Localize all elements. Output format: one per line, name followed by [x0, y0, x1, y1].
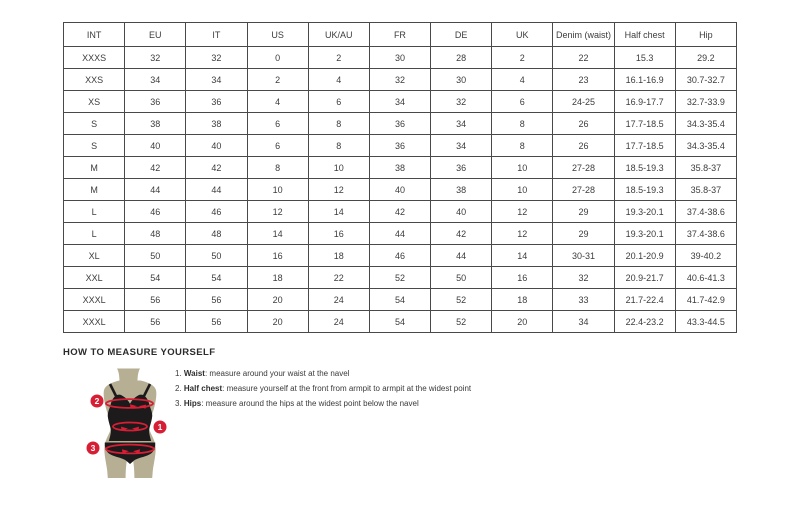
size-value-cell: 30 [369, 47, 430, 69]
size-value-cell: 40 [431, 201, 492, 223]
table-row [64, 113, 737, 135]
size-value-cell: 44 [125, 179, 186, 201]
size-value-cell: 37.4-38.6 [675, 223, 736, 245]
measure-instructions [175, 366, 471, 411]
instruction-number: 2. [175, 384, 182, 393]
size-value-cell: 56 [186, 289, 247, 311]
size-value-cell: 28 [431, 47, 492, 69]
size-value-cell: 4 [492, 69, 553, 91]
size-value-cell: 44 [369, 223, 430, 245]
size-label-cell: XXS [64, 69, 125, 91]
column-header-de: DE [431, 23, 492, 47]
size-value-cell: 18 [247, 267, 308, 289]
size-value-cell: 34.3-35.4 [675, 135, 736, 157]
size-value-cell: 52 [431, 289, 492, 311]
size-value-cell: 17.7-18.5 [614, 135, 675, 157]
size-label-cell: M [64, 179, 125, 201]
size-value-cell: 20 [247, 311, 308, 333]
size-label-cell: XS [64, 91, 125, 113]
size-value-cell: 16.9-17.7 [614, 91, 675, 113]
size-value-cell: 8 [492, 113, 553, 135]
table-row [64, 289, 737, 311]
table-row [64, 201, 737, 223]
size-value-cell: 44 [186, 179, 247, 201]
size-value-cell: 10 [308, 157, 369, 179]
size-label-cell: XXXL [64, 311, 125, 333]
size-value-cell: 50 [125, 245, 186, 267]
size-value-cell: 34.3-35.4 [675, 113, 736, 135]
size-value-cell: 34 [125, 69, 186, 91]
size-value-cell: 29 [553, 223, 614, 245]
table-row [64, 135, 737, 157]
size-value-cell: 16.1-16.9 [614, 69, 675, 91]
size-value-cell: 27-28 [553, 157, 614, 179]
size-value-cell: 43.3-44.5 [675, 311, 736, 333]
instruction-number: 3. [175, 399, 182, 408]
size-value-cell: 30.7-32.7 [675, 69, 736, 91]
size-value-cell: 14 [492, 245, 553, 267]
size-value-cell: 23 [553, 69, 614, 91]
size-value-cell: 22 [308, 267, 369, 289]
size-value-cell: 10 [247, 179, 308, 201]
size-value-cell: 32 [125, 47, 186, 69]
size-value-cell: 12 [492, 223, 553, 245]
size-value-cell: 18.5-19.3 [614, 179, 675, 201]
column-header-fr: FR [369, 23, 430, 47]
size-label-cell: L [64, 223, 125, 245]
size-value-cell: 30-31 [553, 245, 614, 267]
size-value-cell: 40 [125, 135, 186, 157]
size-value-cell: 8 [492, 135, 553, 157]
size-value-cell: 29 [553, 201, 614, 223]
size-value-cell: 18 [308, 245, 369, 267]
column-header-half-chest: Half chest [614, 23, 675, 47]
badge-waist: 1 [157, 422, 163, 432]
measure-guide-heading: HOW TO MEASURE YOURSELF [63, 347, 216, 358]
table-row [64, 157, 737, 179]
size-value-cell: 38 [431, 179, 492, 201]
size-value-cell: 26 [553, 113, 614, 135]
size-value-cell: 8 [308, 135, 369, 157]
size-value-cell: 24 [308, 289, 369, 311]
size-value-cell: 48 [186, 223, 247, 245]
size-value-cell: 52 [369, 267, 430, 289]
size-value-cell: 15.3 [614, 47, 675, 69]
size-value-cell: 12 [492, 201, 553, 223]
size-value-cell: 22.4-23.2 [614, 311, 675, 333]
size-chart-header [64, 23, 737, 47]
size-value-cell: 37.4-38.6 [675, 201, 736, 223]
size-value-cell: 38 [369, 157, 430, 179]
size-value-cell: 27-28 [553, 179, 614, 201]
size-value-cell: 56 [125, 311, 186, 333]
size-value-cell: 6 [247, 135, 308, 157]
column-header-eu: EU [125, 23, 186, 47]
size-value-cell: 56 [186, 311, 247, 333]
size-value-cell: 40 [186, 135, 247, 157]
table-row [64, 69, 737, 91]
size-value-cell: 40.6-41.3 [675, 267, 736, 289]
badge-chest: 2 [94, 396, 100, 406]
size-value-cell: 10 [492, 157, 553, 179]
size-value-cell: 32 [431, 91, 492, 113]
size-value-cell: 42 [125, 157, 186, 179]
size-value-cell: 36 [369, 113, 430, 135]
table-row [64, 47, 737, 69]
size-value-cell: 24 [308, 311, 369, 333]
measure-instruction-item [175, 396, 471, 411]
size-value-cell: 32 [186, 47, 247, 69]
size-value-cell: 32 [553, 267, 614, 289]
size-value-cell: 18.5-19.3 [614, 157, 675, 179]
size-value-cell: 34 [186, 69, 247, 91]
size-value-cell: 20 [247, 289, 308, 311]
size-value-cell: 6 [492, 91, 553, 113]
size-value-cell: 54 [186, 267, 247, 289]
size-value-cell: 19.3-20.1 [614, 201, 675, 223]
size-value-cell: 46 [125, 201, 186, 223]
size-value-cell: 4 [247, 91, 308, 113]
size-chart-table [63, 22, 737, 333]
size-value-cell: 42 [369, 201, 430, 223]
column-header-denim-waist: Denim (waist) [553, 23, 614, 47]
size-value-cell: 2 [308, 47, 369, 69]
instruction-text: : measure yourself at the front from armpit to armpit at the widest point [222, 384, 472, 393]
size-value-cell: 36 [186, 91, 247, 113]
measure-instruction-item [175, 381, 471, 396]
size-value-cell: 21.7-22.4 [614, 289, 675, 311]
size-value-cell: 39-40.2 [675, 245, 736, 267]
size-value-cell: 36 [369, 135, 430, 157]
size-value-cell: 42 [186, 157, 247, 179]
size-value-cell: 8 [308, 113, 369, 135]
size-value-cell: 24-25 [553, 91, 614, 113]
size-value-cell: 46 [369, 245, 430, 267]
instruction-text: : measure around the hips at the widest point below the navel [201, 399, 419, 408]
size-value-cell: 41.7-42.9 [675, 289, 736, 311]
size-value-cell: 33 [553, 289, 614, 311]
table-row [64, 311, 737, 333]
size-value-cell: 4 [308, 69, 369, 91]
mannequin-neck [117, 369, 140, 383]
size-value-cell: 29.2 [675, 47, 736, 69]
size-value-cell: 48 [125, 223, 186, 245]
size-value-cell: 6 [308, 91, 369, 113]
size-label-cell: M [64, 157, 125, 179]
table-row [64, 245, 737, 267]
size-value-cell: 32 [369, 69, 430, 91]
size-value-cell: 34 [369, 91, 430, 113]
size-value-cell: 8 [247, 157, 308, 179]
size-chart-header-row [64, 23, 737, 47]
column-header-int: INT [64, 23, 125, 47]
size-value-cell: 44 [431, 245, 492, 267]
instruction-term: Half chest [183, 384, 223, 393]
size-value-cell: 2 [247, 69, 308, 91]
size-value-cell: 38 [186, 113, 247, 135]
size-value-cell: 20.9-21.7 [614, 267, 675, 289]
size-value-cell: 6 [247, 113, 308, 135]
size-value-cell: 16 [492, 267, 553, 289]
table-row [64, 91, 737, 113]
column-header-us: US [247, 23, 308, 47]
size-label-cell: XXXL [64, 289, 125, 311]
mannequin-illustration [78, 366, 178, 488]
instruction-number: 1. [175, 369, 182, 378]
size-value-cell: 35.8-37 [675, 157, 736, 179]
size-label-cell: XXL [64, 267, 125, 289]
size-value-cell: 38 [125, 113, 186, 135]
size-value-cell: 2 [492, 47, 553, 69]
size-value-cell: 54 [369, 311, 430, 333]
size-value-cell: 20.1-20.9 [614, 245, 675, 267]
size-value-cell: 17.7-18.5 [614, 113, 675, 135]
table-row [64, 223, 737, 245]
size-value-cell: 40 [369, 179, 430, 201]
table-row [64, 267, 737, 289]
measure-instruction-item [175, 366, 471, 381]
size-value-cell: 16 [308, 223, 369, 245]
size-value-cell: 46 [186, 201, 247, 223]
size-value-cell: 34 [431, 135, 492, 157]
size-label-cell: XXXS [64, 47, 125, 69]
size-value-cell: 22 [553, 47, 614, 69]
instruction-term: Hips [183, 399, 202, 408]
size-label-cell: S [64, 113, 125, 135]
column-header-hip: Hip [675, 23, 736, 47]
size-chart-body [64, 47, 737, 333]
column-header-it: IT [186, 23, 247, 47]
size-value-cell: 18 [492, 289, 553, 311]
size-value-cell: 34 [431, 113, 492, 135]
size-value-cell: 36 [431, 157, 492, 179]
size-value-cell: 0 [247, 47, 308, 69]
size-value-cell: 26 [553, 135, 614, 157]
instruction-text: : measure around your waist at the navel [204, 369, 350, 378]
size-value-cell: 20 [492, 311, 553, 333]
size-value-cell: 36 [125, 91, 186, 113]
column-header-uk: UK [492, 23, 553, 47]
size-value-cell: 19.3-20.1 [614, 223, 675, 245]
size-value-cell: 16 [247, 245, 308, 267]
size-value-cell: 14 [308, 201, 369, 223]
table-row [64, 179, 737, 201]
size-value-cell: 52 [431, 311, 492, 333]
size-value-cell: 42 [431, 223, 492, 245]
size-value-cell: 12 [308, 179, 369, 201]
mannequin-figure [78, 366, 178, 488]
size-value-cell: 54 [125, 267, 186, 289]
size-value-cell: 56 [125, 289, 186, 311]
size-value-cell: 50 [431, 267, 492, 289]
size-value-cell: 32.7-33.9 [675, 91, 736, 113]
size-label-cell: S [64, 135, 125, 157]
size-label-cell: XL [64, 245, 125, 267]
size-value-cell: 12 [247, 201, 308, 223]
size-value-cell: 34 [553, 311, 614, 333]
size-value-cell: 50 [186, 245, 247, 267]
size-value-cell: 35.8-37 [675, 179, 736, 201]
size-value-cell: 14 [247, 223, 308, 245]
size-value-cell: 54 [369, 289, 430, 311]
instruction-term: Waist [183, 369, 205, 378]
badge-hips: 3 [90, 443, 96, 453]
size-label-cell: L [64, 201, 125, 223]
column-header-uk-au: UK/AU [308, 23, 369, 47]
size-value-cell: 30 [431, 69, 492, 91]
size-value-cell: 10 [492, 179, 553, 201]
